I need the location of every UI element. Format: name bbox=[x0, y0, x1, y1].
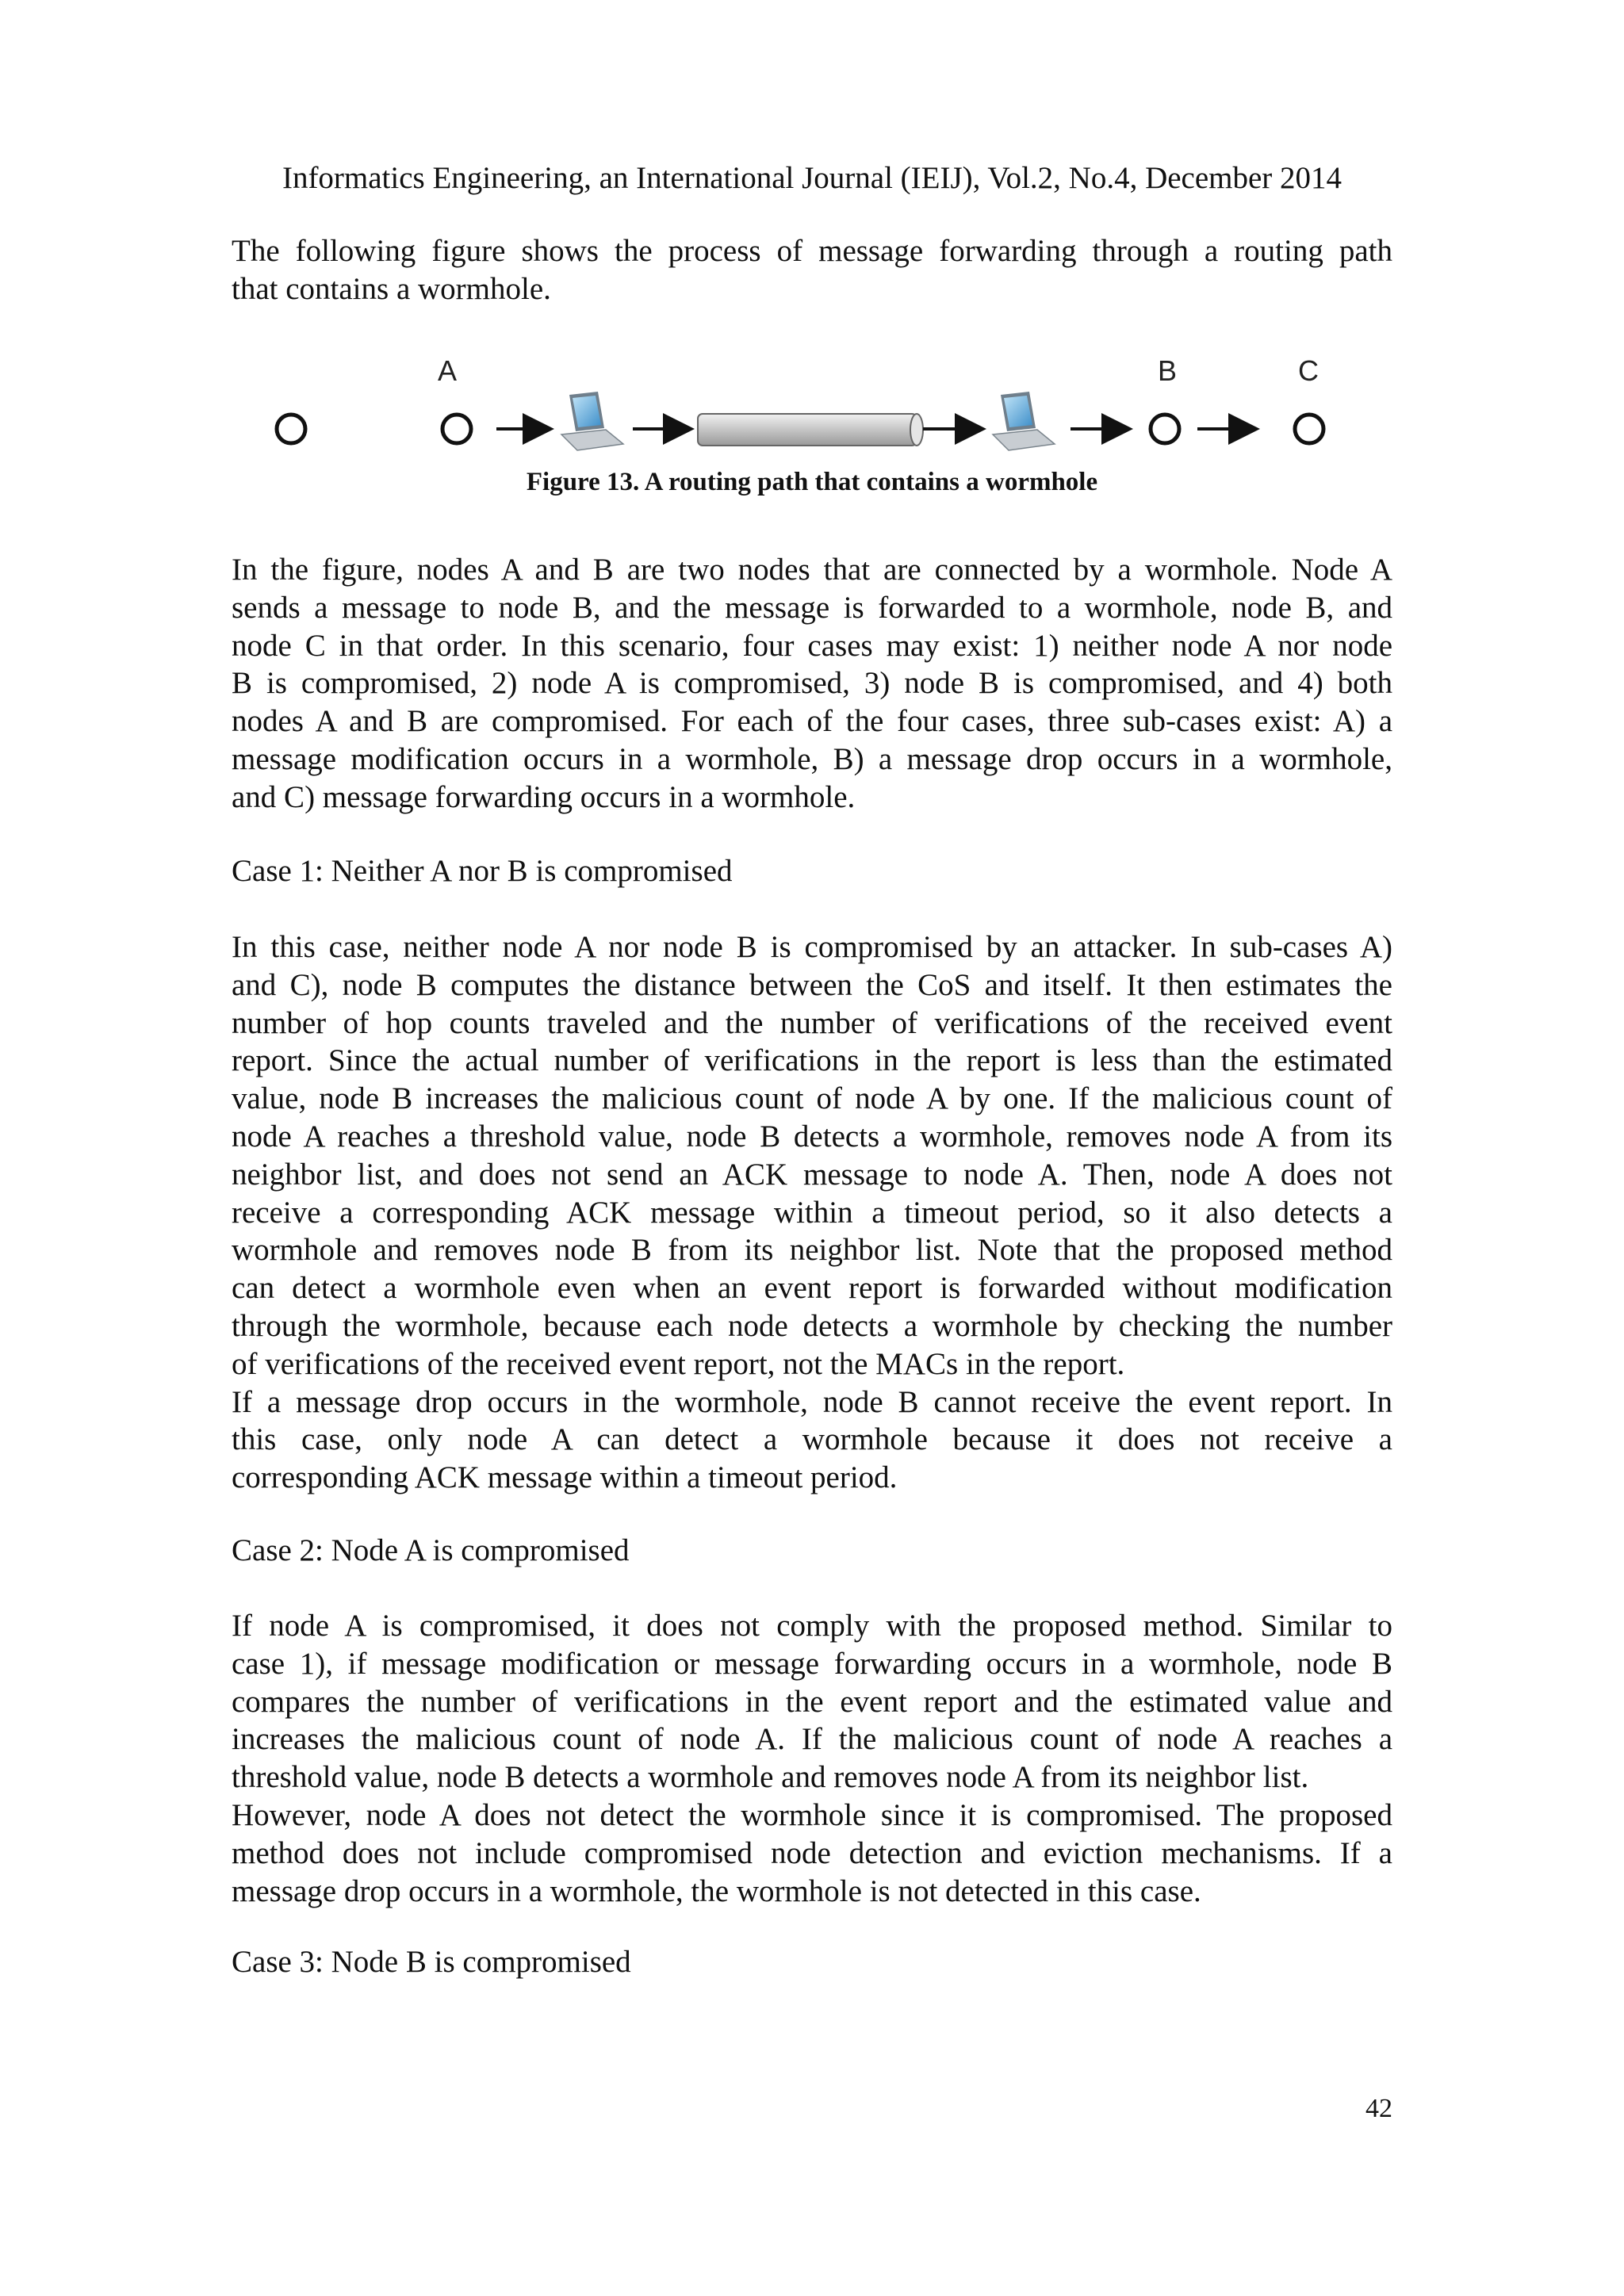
text-line: However, node A does not detect the wormhole since it is compromised. The proposed bbox=[232, 1797, 1392, 1832]
laptop-icon bbox=[993, 392, 1055, 450]
text-line: wormhole and removes node B from its neighbor list. Note that the proposed method bbox=[232, 1233, 1392, 1268]
text-line: neighbor list, and does not send an ACK message to node A. Then, node A does not bbox=[232, 1157, 1392, 1192]
text-line: through the wormhole, because each node detects a wormhole by checking the number bbox=[232, 1308, 1392, 1343]
intro-paragraph bbox=[232, 232, 1392, 308]
case-1-heading: Case 1: Neither A nor B is compromised bbox=[232, 854, 733, 888]
text-line: node A reaches a threshold value, node B detects a wormhole, removes node A from its bbox=[232, 1119, 1392, 1154]
case-3-heading: Case 3: Node B is compromised bbox=[232, 1945, 631, 1979]
node-a-circle-icon bbox=[442, 415, 471, 443]
text-line: The following figure shows the process of message forwarding through a routing path bbox=[232, 234, 1392, 268]
case-1-paragraph bbox=[232, 928, 1392, 1497]
text-line: and C) message forwarding occurs in a wormhole. bbox=[232, 779, 856, 814]
running-header: Informatics Engineering, an International Journal (IEIJ), Vol.2, No.4, December 2014 bbox=[282, 161, 1342, 195]
figure-caption: Figure 13. A routing path that contains a wormhole bbox=[526, 468, 1098, 496]
text-line: message modification occurs in a wormhole, B) a message drop occurs in a wormhole, bbox=[232, 741, 1392, 776]
text-line: method does not include compromised node detection and eviction mechanisms. If a bbox=[232, 1835, 1392, 1870]
text-line: If a message drop occurs in the wormhole, node B cannot receive the event report. In bbox=[232, 1384, 1392, 1419]
case-2-paragraph bbox=[232, 1607, 1392, 1910]
text-line: message drop occurs in a wormhole, the wormhole is not detected in this case. bbox=[232, 1873, 1201, 1908]
text-line: B is compromised, 2) node A is compromised, 3) node B is compromised, and 4) both bbox=[232, 666, 1392, 701]
case-2-heading: Case 2: Node A is compromised bbox=[232, 1533, 630, 1567]
text-line: nodes A and B are compromised. For each of the four cases, three sub-cases exist: A) a bbox=[232, 704, 1392, 739]
text-line: corresponding ACK message within a timeout period. bbox=[232, 1460, 898, 1495]
text-line: case 1), if message modification or message forwarding occurs in a wormhole, node B bbox=[232, 1646, 1392, 1681]
node-c-circle-icon bbox=[1295, 415, 1323, 443]
text-line: In this case, neither node A nor node B is compromised by an attacker. In sub-cases A) bbox=[232, 930, 1392, 964]
text-line: value, node B increases the malicious count of node A by one. If the malicious count of bbox=[232, 1081, 1392, 1116]
node-label-b: B bbox=[1157, 354, 1178, 387]
node-label-a: A bbox=[437, 354, 458, 387]
text-line: this case, only node A can detect a wormhole because it does not receive a bbox=[232, 1422, 1392, 1457]
text-line: In the figure, nodes A and B are two nodes that are connected by a wormhole. Node A bbox=[232, 553, 1392, 587]
page-number: 42 bbox=[1365, 2094, 1392, 2123]
node-label-c: C bbox=[1298, 354, 1319, 387]
laptop-icon bbox=[561, 392, 623, 450]
text-line: report. Since the actual number of verifications in the report is less than the estimated bbox=[232, 1043, 1392, 1078]
paragraph-overview bbox=[232, 551, 1392, 817]
text-line: increases the malicious count of node A. If the malicious count of node A reaches a bbox=[232, 1722, 1392, 1757]
text-line: that contains a wormhole. bbox=[232, 271, 551, 306]
text-line: If node A is compromised, it does not comply with the proposed method. Similar to bbox=[232, 1609, 1392, 1643]
text-line: number of hop counts traveled and the number of verifications of the received event bbox=[232, 1005, 1392, 1040]
text-line: threshold value, node B detects a wormhole and removes node A from its neighbor list. bbox=[232, 1760, 1309, 1795]
node-circle-icon bbox=[277, 415, 305, 443]
wormhole-tunnel-icon bbox=[698, 414, 923, 446]
node-b-circle-icon bbox=[1151, 415, 1179, 443]
text-line: compares the number of verifications in the event report and the estimated value and bbox=[232, 1684, 1392, 1719]
wormhole-routing-figure bbox=[254, 349, 1380, 468]
text-line: receive a corresponding ACK message within a timeout period, so it also detects a bbox=[232, 1195, 1392, 1230]
text-line: can detect a wormhole even when an event report is forwarded without modification bbox=[232, 1271, 1392, 1306]
text-line: node C in that order. In this scenario, four cases may exist: 1) neither node A nor node bbox=[232, 628, 1392, 663]
text-line: and C), node B computes the distance between the CoS and itself. It then estimates the bbox=[232, 967, 1392, 1002]
text-line: of verifications of the received event report, not the MACs in the report. bbox=[232, 1346, 1125, 1381]
text-line: sends a message to node B, and the message is forwarded to a wormhole, node B, and bbox=[232, 590, 1392, 625]
